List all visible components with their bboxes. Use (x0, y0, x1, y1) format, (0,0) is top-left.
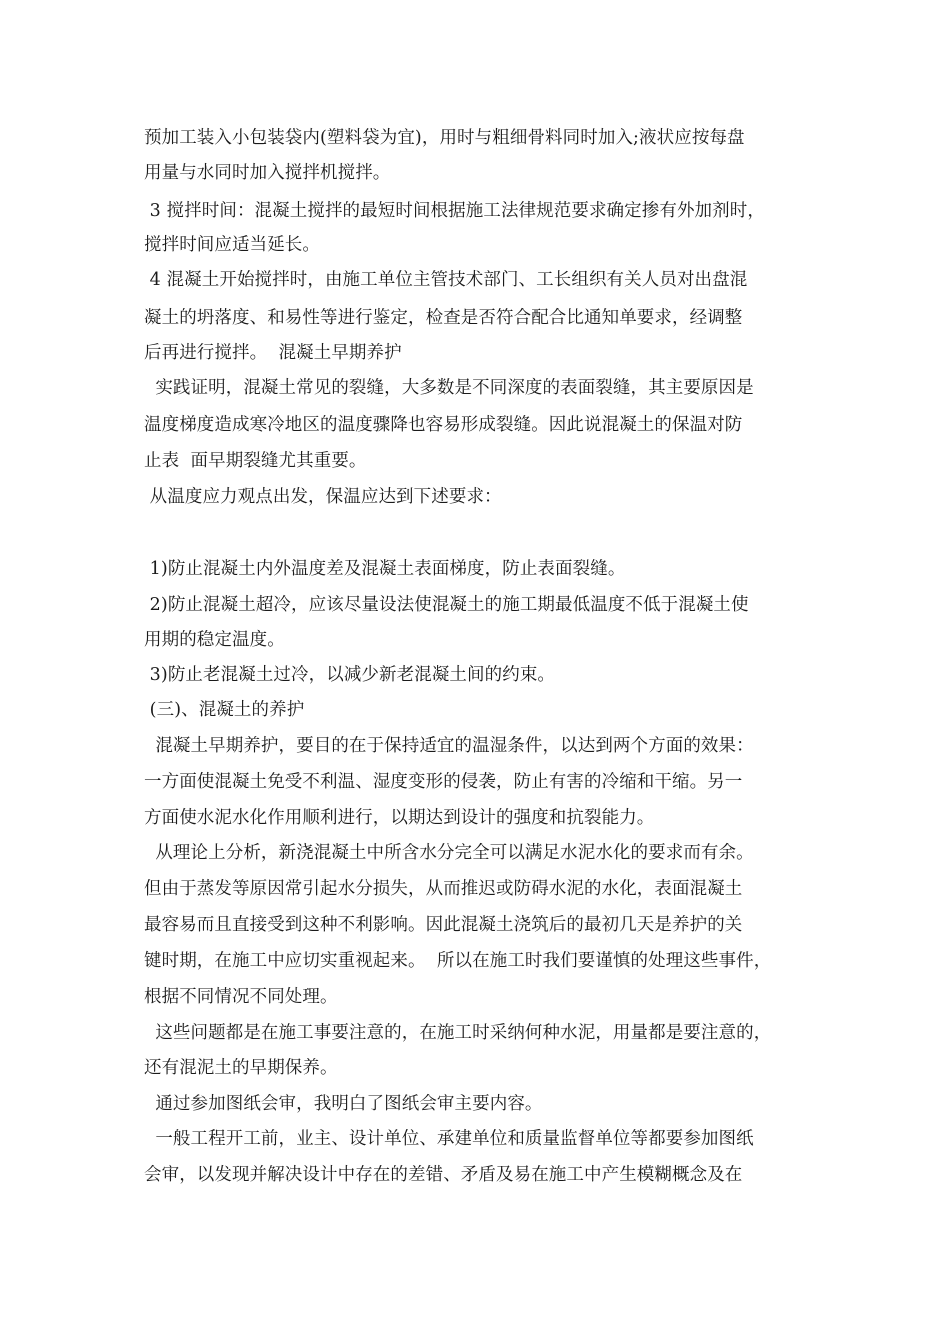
text-line: 3 搅拌时间：混凝土搅拌的最短时间根据施工法律规范要求确定掺有外加剂时， (144, 201, 765, 221)
text-line: 搅拌时间应适当延长。 (144, 235, 320, 255)
text-line: 这些问题都是在施工事要注意的，在施工时采纳何种水泥，用量都是要注意的， (144, 1023, 772, 1043)
text-line: 通过参加图纸会审，我明白了图纸会审主要内容。 (144, 1094, 543, 1114)
text-line: 根据不同情况不同处理。 (144, 987, 338, 1007)
text-line: 最容易而且直接受到这种不利影响。因此混凝土浇筑后的最初几天是养护的关 (144, 915, 743, 935)
text-line: 后再进行搅拌。 混凝土早期养护 (144, 343, 402, 363)
text-line: 实践证明，混凝土常见的裂缝，大多数是不同深度的表面裂缝，其主要原因是 (144, 378, 754, 398)
text-line: 4 混凝土开始搅拌时，由施工单位主管技术部门、工长组织有关人员对出盘混 (144, 270, 748, 290)
text-line: (三)、混凝土的养护 (144, 700, 305, 720)
text-line: 止表 面早期裂缝尤其重要。 (144, 451, 367, 471)
text-line: 凝土的坍落度、和易性等进行鉴定，检查是否符合配合比通知单要求，经调整 (144, 308, 743, 328)
text-line: 2)防止混凝土超冷，应该尽量设法使混凝土的施工期最低温度不低于混凝土使 (144, 595, 749, 615)
text-line: 3)防止老混凝土过冷，以减少新老混凝土间的约束。 (144, 665, 556, 685)
text-line: 但由于蒸发等原因常引起水分损失，从而推迟或防碍水泥的水化，表面混凝土 (144, 879, 743, 899)
text-line: 会审，以发现并解决设计中存在的差错、矛盾及易在施工中产生模糊概念及在 (144, 1165, 743, 1185)
text-line: 键时期，在施工中应切实重视起来。 所以在施工时我们要谨慎的处理这些事件， (144, 951, 772, 971)
text-line: 方面使水泥水化作用顺利进行，以期达到设计的强度和抗裂能力。 (144, 808, 655, 828)
text-line: 用量与水同时加入搅拌机搅拌。 (144, 163, 391, 183)
text-line: 从理论上分析，新浇混凝土中所含水分完全可以满足水泥水化的要求而有余。 (144, 843, 754, 863)
text-line: 一方面使混凝土免受不利温、湿度变形的侵袭，防止有害的冷缩和干缩。另一 (144, 772, 743, 792)
text-line: 预加工装入小包装袋内(塑料袋为宜)，用时与粗细骨料同时加入;液状应按每盘 (144, 128, 745, 148)
text-line: 从温度应力观点出发，保温应达到下述要求： (144, 487, 502, 507)
text-line: 温度梯度造成寒冷地区的温度骤降也容易形成裂缝。因此说混凝土的保温对防 (144, 415, 743, 435)
text-line: 混凝土早期养护，要目的在于保持适宜的温湿条件，以达到两个方面的效果： (144, 736, 754, 756)
text-line: 一般工程开工前，业主、设计单位、承建单位和质量监督单位等都要参加图纸 (144, 1129, 754, 1149)
text-line: 还有混泥土的早期保养。 (144, 1058, 338, 1078)
text-line: 1)防止混凝土内外温度差及混凝土表面梯度，防止表面裂缝。 (144, 559, 626, 579)
text-line: 用期的稳定温度。 (144, 630, 285, 650)
